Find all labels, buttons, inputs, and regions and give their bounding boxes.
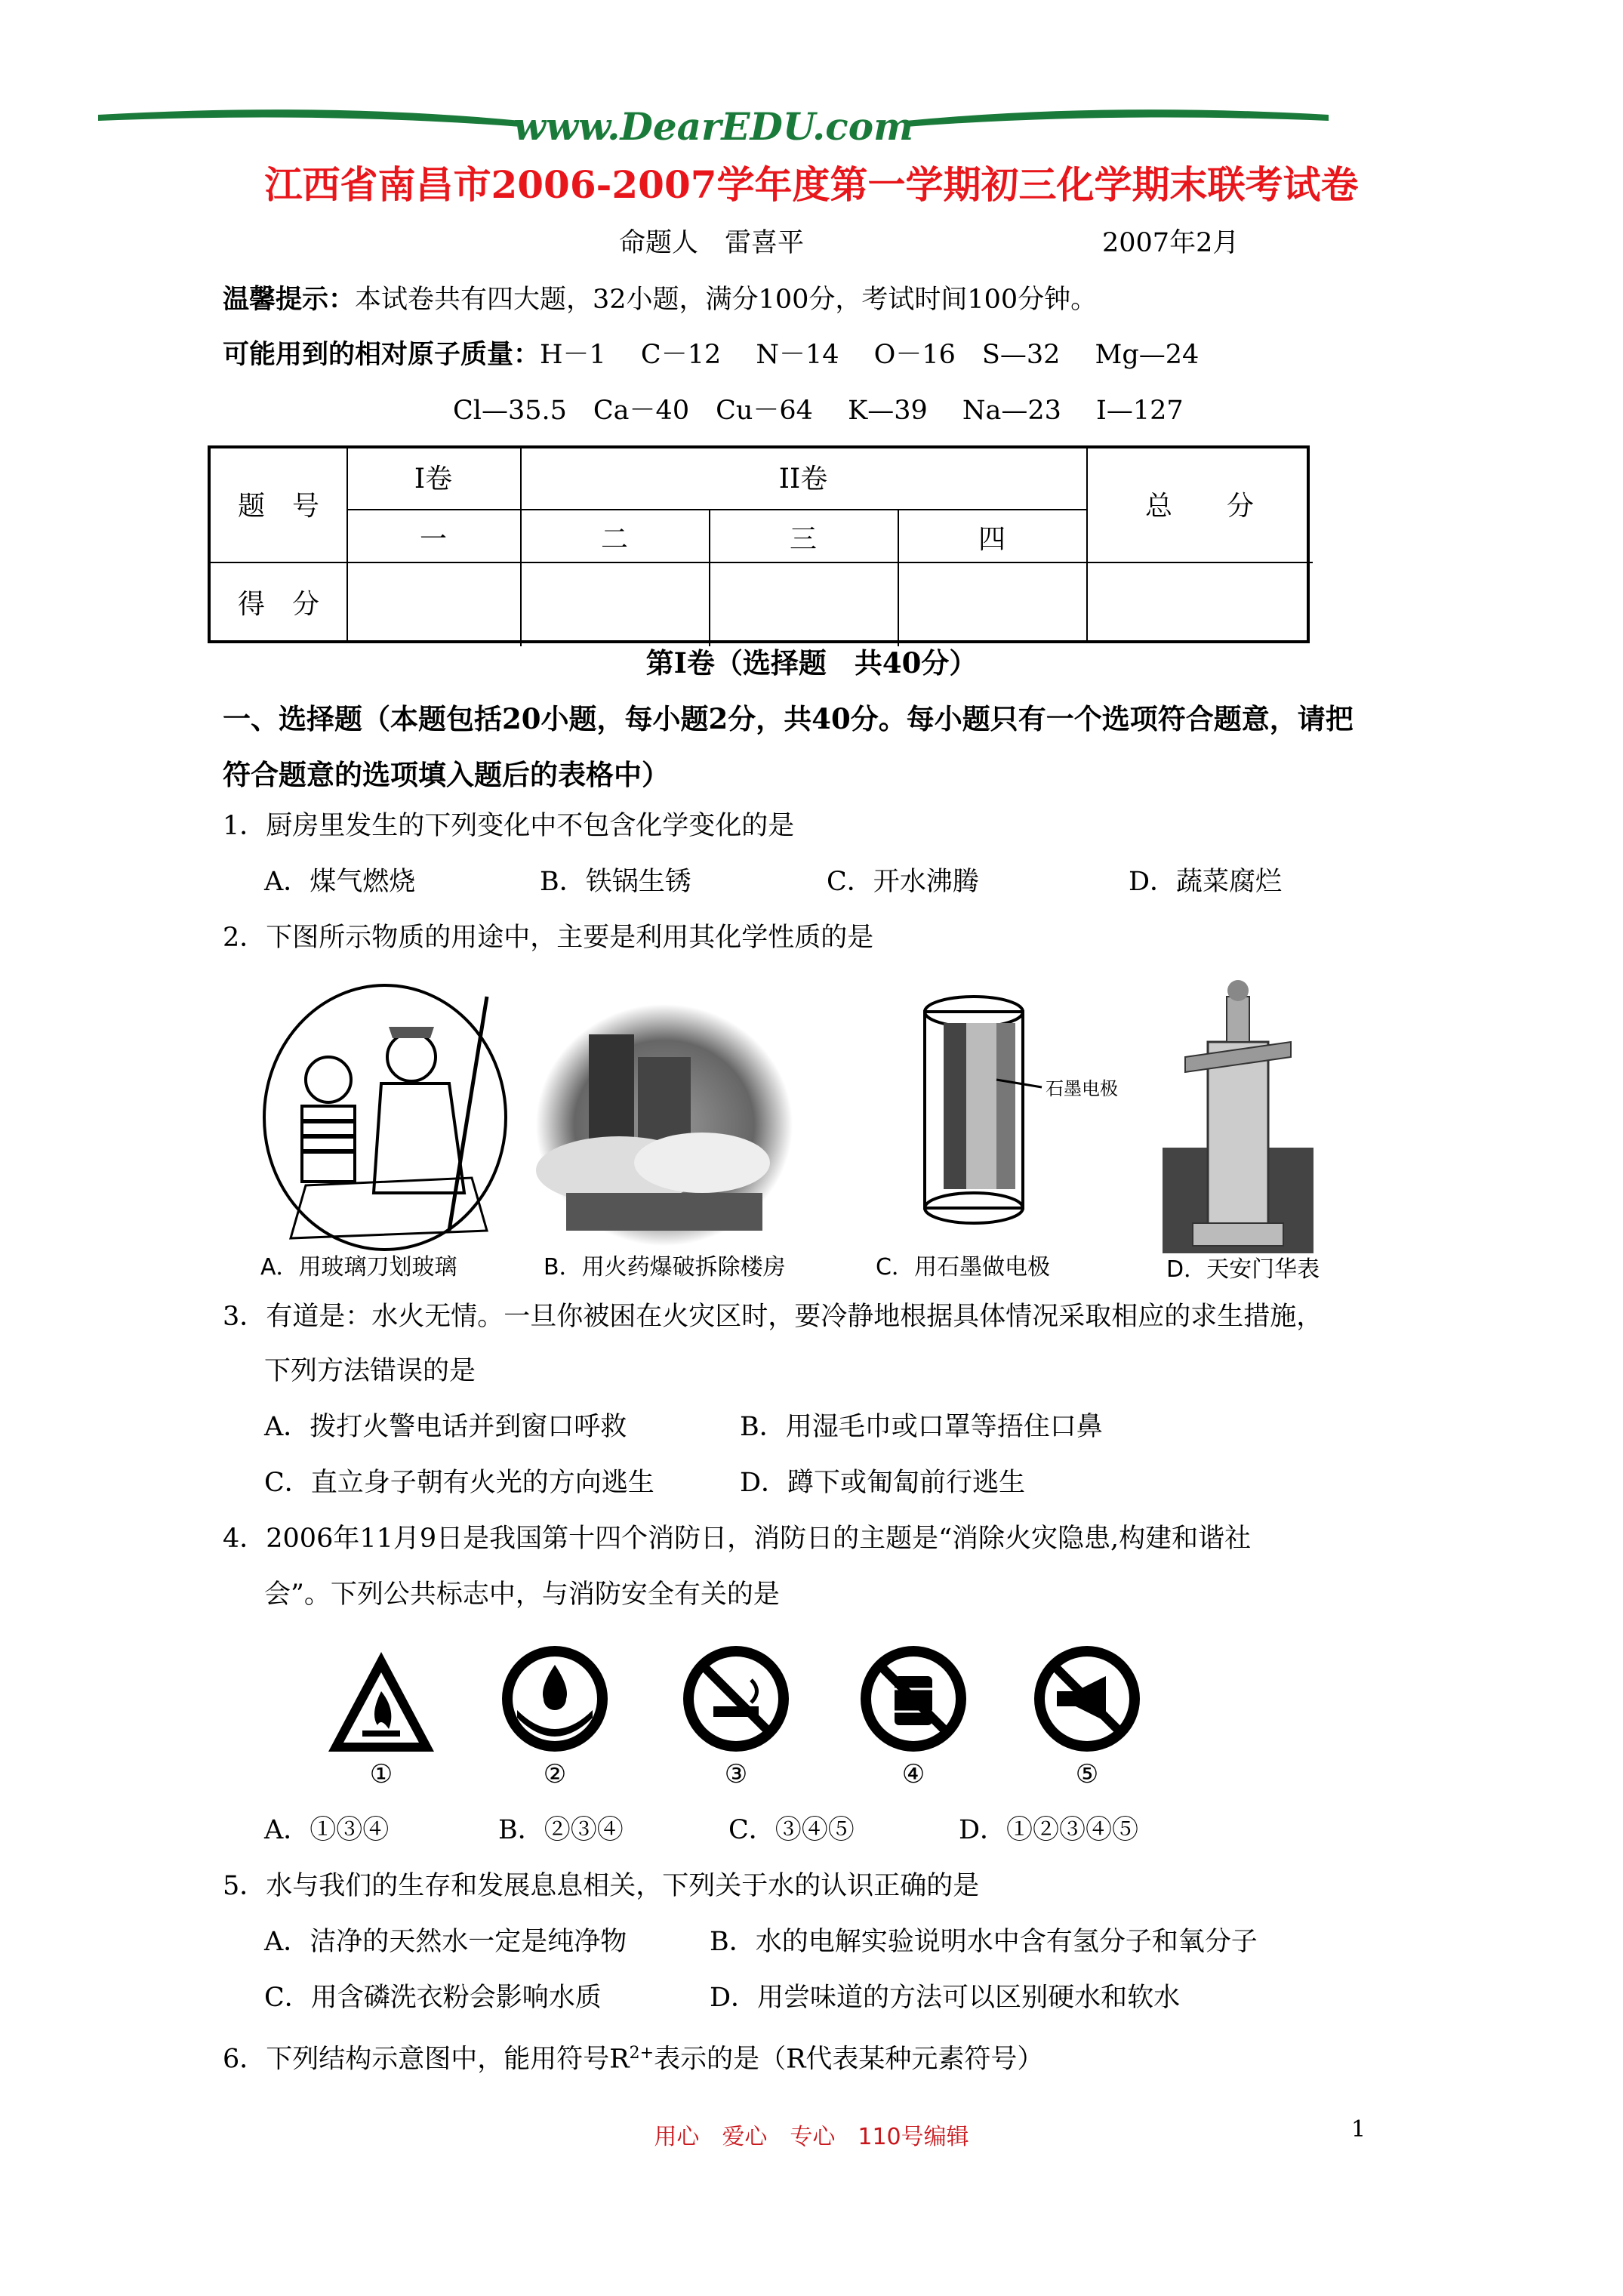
q4-stem-1: 4．2006年11月9日是我国第十四个消防日，消防日的主题是“消除火灾隐患,构建和谐社	[223, 1524, 1252, 1554]
row-header-score: 得 分	[237, 589, 319, 620]
atomic-mass-line1	[223, 338, 1199, 371]
notice-label: 温馨提示：	[223, 284, 356, 315]
q3-option-a: A．拨打火警电话并到窗口呼救	[264, 1412, 627, 1442]
col-one: 一	[419, 524, 447, 555]
q2-caption-b: B．用火药爆破拆除楼房	[544, 1254, 786, 1281]
col-four: 四	[978, 524, 1006, 555]
q1-stem: 1．厨房里发生的下列变化中不包含化学变化的是	[223, 811, 795, 841]
battery-image	[913, 989, 1140, 1246]
q5-option-d: D．用尝味道的方法可以区别硬水和软水	[710, 1983, 1181, 2013]
total-header: 总 分	[1144, 491, 1254, 522]
col-three: 三	[789, 524, 817, 555]
q2-caption-d: D．天安门华表	[1166, 1256, 1320, 1283]
q6-stem-post: 表示的是（R代表某种元素符号）	[654, 2044, 1044, 2075]
q3-stem-2: 下列方法错误的是	[264, 1356, 476, 1386]
sign-number-5: ⑤	[1075, 1759, 1099, 1789]
footer-text: 用心 爱心 专心 110号编辑	[654, 2124, 969, 2150]
site-banner	[98, 98, 1329, 151]
notice	[223, 283, 1097, 316]
page-number: 1	[1351, 2116, 1366, 2143]
q1-option-a: A．煤气燃烧	[264, 867, 416, 897]
section1-title: 第I卷（选择题 共40分）	[645, 646, 978, 680]
col-two: 二	[600, 524, 628, 555]
q5-option-b: B．水的电解实验说明水中含有氢分子和氧分子	[710, 1927, 1258, 1957]
atomic-mass-line2: Cl—35.5 Ca－40 Cu－64 K—39 Na—23 I—127	[453, 396, 1184, 426]
q4-option-d: D．①②③④⑤	[959, 1815, 1139, 1845]
no-smoking-icon	[679, 1642, 793, 1755]
exam-date: 2007年2月	[1102, 228, 1240, 258]
q5-stem: 5．水与我们的生存和发展息息相关，下列关于水的认识正确的是	[223, 1871, 980, 1901]
sign-number-2: ②	[543, 1759, 567, 1789]
q6-stem-pre: 6．下列结构示意图中，能用符号R	[223, 2044, 630, 2075]
site-url: www.DearEDU.com	[513, 104, 913, 149]
electrode-label: 石墨电极	[1046, 1078, 1118, 1099]
q3-option-b: B．用湿毛巾或口罩等捂住口鼻	[740, 1412, 1103, 1442]
author-line: 命题人 雷喜平	[619, 228, 805, 258]
q1-option-b: B．铁锅生锈	[540, 867, 691, 897]
flammable-warning-icon	[325, 1646, 438, 1759]
q6-stem	[223, 2037, 1043, 2076]
q6-charge: 2+	[629, 2044, 654, 2063]
huabiao-image	[1163, 974, 1313, 1253]
no-fuel-drum-icon	[857, 1642, 970, 1755]
q4-option-c: C．③④⑤	[728, 1815, 855, 1845]
section1-heading-2: 符合题意的选项填入题后的表格中）	[223, 758, 670, 791]
no-horn-icon	[1030, 1642, 1144, 1755]
vol1-header: I卷	[414, 464, 453, 495]
q2-caption-c: C．用石墨做电极	[876, 1254, 1050, 1281]
q4-option-b: B．②③④	[498, 1815, 624, 1845]
glass-cutter-image	[260, 982, 510, 1261]
q5-option-c: C．用含磷洗衣粉会影响水质	[264, 1983, 602, 2013]
q1-option-d: D．蔬菜腐烂	[1129, 867, 1283, 897]
sign-number-4: ④	[901, 1759, 925, 1789]
q2-stem: 2．下图所示物质的用途中，主要是利用其化学性质的是	[223, 923, 874, 953]
row-header-number: 题 号	[237, 491, 319, 522]
q3-option-c: C．直立身子朝有火光的方向逃生	[264, 1468, 654, 1498]
sign-number-1: ①	[369, 1759, 393, 1789]
q4-stem-2: 会”。下列公共标志中，与消防安全有关的是	[264, 1579, 780, 1610]
q1-option-c: C．开水沸腾	[827, 867, 979, 897]
score-table	[208, 445, 1310, 643]
exam-title: 江西省南昌市2006-2007学年度第一学期初三化学期末联考试卷	[264, 162, 1359, 207]
water-saving-icon	[498, 1642, 611, 1755]
vol2-header: II卷	[778, 464, 828, 495]
q2-caption-a: A．用玻璃刀划玻璃	[260, 1254, 457, 1281]
q5-option-a: A．洁净的天然水一定是纯净物	[264, 1927, 627, 1957]
section1-heading-1: 一、选择题（本题包括20小题，每小题2分，共40分。每小题只有一个选项符合题意，请把	[223, 702, 1354, 735]
notice-text: 本试卷共有四大题，32小题，满分100分，考试时间100分钟。	[355, 285, 1098, 315]
demolition-image	[536, 1004, 793, 1246]
q3-option-d: D．蹲下或匍匐前行逃生	[740, 1468, 1026, 1498]
sign-number-3: ③	[724, 1759, 748, 1789]
q3-stem-1: 3．有道是：水火无情。一旦你被困在火灾区时，要冷静地根据具体情况采取相应的求生措施，	[223, 1302, 1323, 1332]
q4-option-a: A．①③④	[264, 1815, 390, 1845]
atomic-mass-values-1: H－1 C－12 N－14 O－16 S—32 Mg—24	[540, 340, 1200, 370]
atomic-mass-label: 可能用到的相对原子质量：	[223, 339, 540, 370]
